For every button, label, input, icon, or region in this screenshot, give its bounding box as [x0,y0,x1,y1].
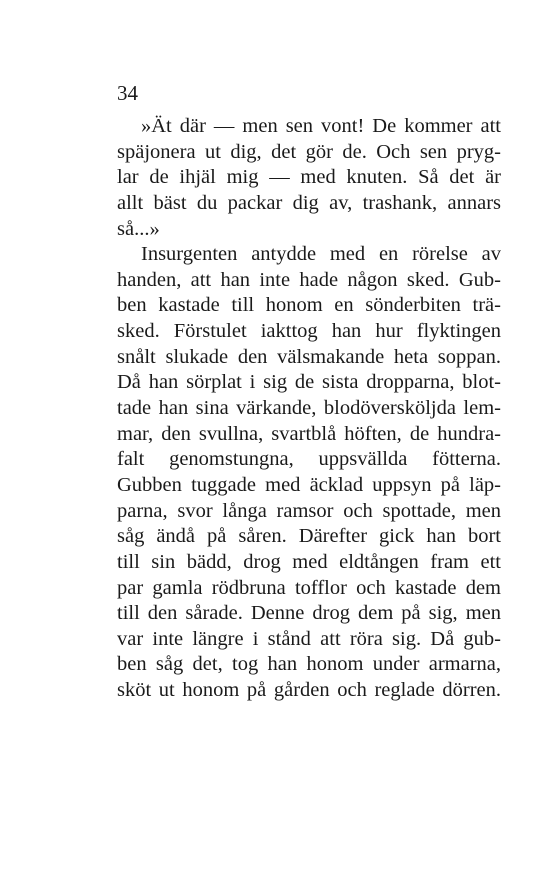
text-line: lar de ihjäl mig — med knuten. Så det är [117,166,501,189]
text-line: sked. Förstulet iakttog han hur flyktingen [117,320,501,343]
text-line: ben kastade till honom en sönderbiten trä- [117,294,501,317]
text-line: parna, svor långa ramsor och spottade, men [117,499,501,522]
text-line: sköt ut honom på gården och reglade dörren. [117,679,501,702]
text-line: Då han sörplat i sig de sista dropparna, blot- [117,371,501,394]
text-line: Insurgenten antydde med en rörelse av [141,243,501,266]
text-line: så...» [117,217,160,240]
text-line: till den sårade. Denne drog dem på sig, men [117,602,501,625]
text-line: allt bäst du packar dig av, trashank, annars [117,191,501,214]
body-text [117,114,501,704]
text-line: späjonera ut dig, det gör de. Och sen pryg- [117,140,501,163]
page-number: 34 [117,81,138,105]
text-line: Gubben tuggade med äcklad uppsyn på läp- [117,473,501,496]
text-line: tade han sina värkande, blodöversköljda lem- [117,397,501,420]
text-line: falt genomstungna, uppsvällda fötterna. [117,448,501,471]
text-line: ben såg det, tog han honom under armarna, [117,653,501,676]
text-line: par gamla rödbruna tofflor och kastade dem [117,576,501,599]
text-line: handen, att han inte hade någon sked. Gub- [117,268,501,291]
text-line: till sin bädd, drog med eldtången fram ett [117,550,501,573]
text-line: såg ändå på såren. Därefter gick han bort [117,525,501,548]
text-line: mar, den svullna, svartblå höften, de hundra- [117,422,501,445]
text-line: »Ät där — men sen vont! De kommer att [141,115,501,137]
text-line: var inte längre i stånd att röra sig. Då gub- [117,627,501,650]
text-line: snålt slukade den välsmakande heta soppan. [117,345,501,368]
